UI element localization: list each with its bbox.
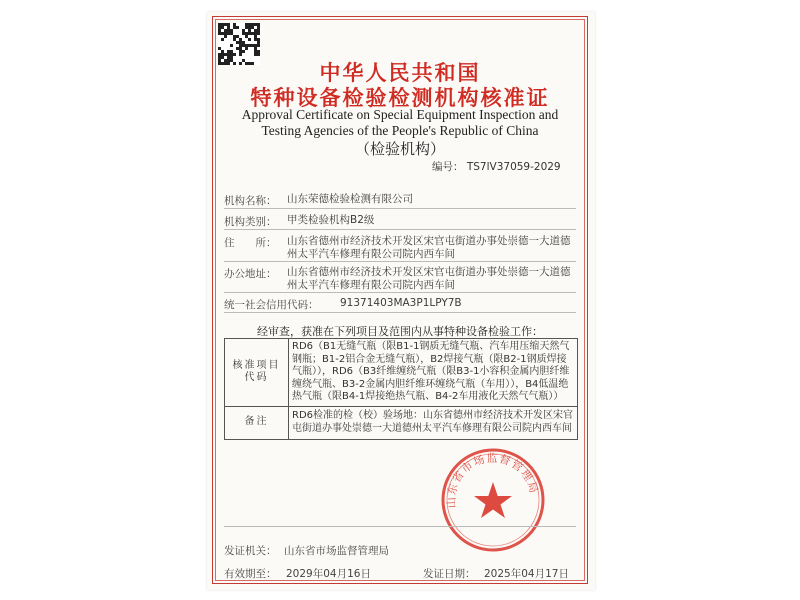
office-address-label: 办公地址：	[224, 268, 277, 280]
address-value: 山东省德州市经济技术开发区宋官屯街道办事处崇德一大道德州太平汽车修理有限公司院内西车间	[287, 235, 571, 260]
title-chinese-line1: 中华人民共和国	[319, 61, 481, 85]
seal-text: 山东省市场监督管理局	[444, 451, 541, 509]
certificate-number	[432, 159, 561, 174]
issue-date-value: 2025年04月17日	[484, 568, 569, 580]
credit-code-value: 91371403MA3P1LPY7B	[340, 297, 462, 309]
divider	[224, 312, 576, 313]
org-name-value: 山东荣德检验检测有限公司	[287, 193, 413, 205]
title-chinese-line2: 特种设备检验检测机构核准证	[250, 86, 550, 110]
issuer-value: 山东省市场监督管理局	[284, 545, 389, 557]
divider	[224, 292, 576, 293]
valid-until-value: 2029年04月16日	[286, 568, 371, 580]
certificate-number-value: TS7lV37059-2029	[466, 161, 561, 173]
scope-value-remarks: RD6检准的检（校）验场地：山东省德州市经济技术开发区宋官屯街道办事处崇德一大道德州太平汽车修理有限公司院内西车间	[289, 406, 578, 439]
divider	[224, 261, 576, 262]
org-type-value: 甲类检验机构B2级	[287, 214, 375, 226]
table-row	[225, 406, 578, 439]
issue-date-label: 发证日期：	[423, 568, 476, 580]
certificate-number-label: 编号：	[432, 161, 464, 173]
scope-key-remarks: 备注	[225, 406, 289, 439]
valid-until-label: 有效期至：	[224, 568, 277, 580]
title-english-line1: Approval Certificate on Special Equipment Inspection and	[241, 107, 559, 122]
certificate-subtitle: （检验机构）	[354, 140, 445, 158]
scope-key-approved-codes: 核准项目代码	[225, 339, 289, 407]
divider	[224, 526, 576, 527]
issuer-label: 发证机关：	[224, 545, 277, 557]
office-address-value: 山东省德州市经济技术开发区宋官屯街道办事处崇德一大道德州太平汽车修理有限公司院内西车间	[287, 266, 571, 291]
org-type-label: 机构类别：	[224, 216, 277, 228]
divider	[224, 229, 576, 230]
title-english-line2: Testing Agencies of the People's Republic of China	[261, 123, 539, 138]
table-row	[225, 339, 578, 407]
scope-value-approved-codes: RD6（B1无缝气瓶（限B1-1钢质无缝气瓶、汽车用压缩天然气钢瓶；B1-2铝合金无缝气瓶），B2焊接气瓶（限B2-1钢质焊接气瓶）），RD6（B3纤维缠绕气瓶（限B3-1小容积金属内胆纤维缠绕气瓶、B3-2金属内胆纤维环缠绕气瓶（车用）），B4低温绝热气瓶（限B4-1焊接绝热气瓶、B4-2车用液化天然气气瓶））	[289, 339, 578, 407]
address-label: 住 所：	[224, 237, 277, 249]
scope-table	[224, 338, 578, 440]
official-seal-icon	[439, 446, 547, 554]
credit-code-label: 统一社会信用代码：	[224, 299, 319, 311]
scope-heading: 经审查，获准在下列项目及范围内从事特种设备检验工作：	[257, 325, 543, 338]
org-name-label: 机构名称：	[224, 195, 277, 207]
divider	[224, 208, 576, 209]
